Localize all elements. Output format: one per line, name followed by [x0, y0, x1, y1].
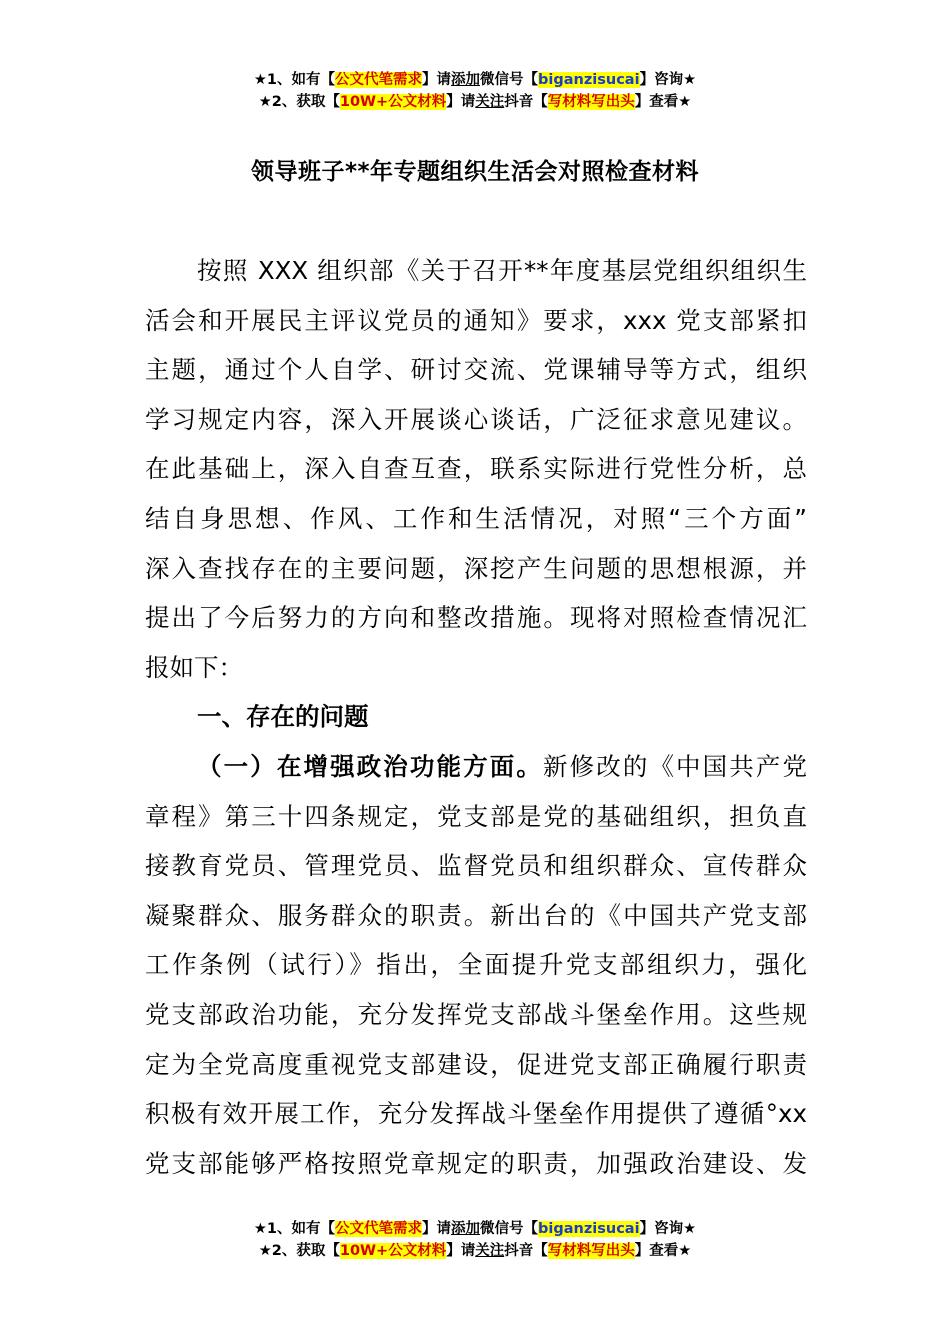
paragraph-line: 主题，通过个人自学、研讨交流、党课辅导等方式，组织 — [145, 355, 807, 385]
promo-text: 】请 — [446, 1243, 476, 1259]
paragraph-line: 在此基础上，深入自查互查，联系实际进行党性分析，总 — [145, 454, 807, 484]
promo-text: 】请 — [422, 1221, 452, 1237]
promo-text: ★1、如有【 — [253, 1221, 336, 1237]
section-heading: 一、存在的问题 — [197, 702, 369, 732]
paragraph-line: 章程》第三十四条规定，党支部是党的基础组织，担负直 — [145, 801, 807, 831]
paragraph-line: 积极有效开展工作，充分发挥战斗堡垒作用提供了遵循°xx — [145, 1099, 807, 1129]
promo-text: 微信号【 — [480, 72, 539, 88]
promo-highlight: 公文代笔需求 — [335, 1221, 423, 1237]
promo-text-underlined: 添加 — [451, 1221, 481, 1237]
promo-text-underlined: 关注 — [475, 94, 505, 110]
promo-line-1 — [0, 1218, 950, 1240]
promo-text: 】查看★ — [634, 94, 692, 110]
paragraph-line: 工作条例（试行）》指出，全面提升党支部组织力，强化 — [145, 950, 807, 980]
paragraph-line: 接教育党员、管理党员、监督党员和组织群众、宣传群众 — [145, 851, 807, 881]
paragraph-line: 党支部政治功能，充分发挥党支部战斗堡垒作用。这些规 — [145, 999, 807, 1029]
document-title: 领导班子**年专题组织生活会对照检查材料 — [250, 159, 700, 185]
promo-text: 抖音【 — [504, 1243, 548, 1259]
paragraph-line: 凝聚群众、服务群众的职责。新出台的《中国共产党支部 — [145, 900, 807, 930]
paragraph-line: 深入查找存在的主要问题，深挖产生问题的思想根源，并 — [145, 553, 807, 583]
promo-text: 抖音【 — [504, 94, 548, 110]
paragraph-line: 按照 XXX 组织部《关于召开**年度基层党组织组织生 — [197, 256, 807, 285]
promo-highlight: 公文代笔需求 — [335, 72, 423, 88]
promo-text: 】咨询★ — [639, 1221, 697, 1237]
promo-text-underlined: 添加 — [451, 72, 481, 88]
paragraph-text: 新修改的《中国共产党 — [542, 751, 807, 781]
promo-line-2 — [0, 91, 950, 113]
promo-text: 微信号【 — [480, 1221, 539, 1237]
douyin-account: 写材料写出头 — [547, 94, 635, 110]
promo-text: ★2、获取【 — [258, 1243, 340, 1259]
promo-text: 】请 — [446, 94, 476, 110]
promo-banner-top — [0, 69, 950, 113]
promo-line-1 — [0, 69, 950, 91]
paragraph-line: 党支部能够严格按照党章规定的职责，加强政治建设、发 — [145, 1148, 807, 1178]
douyin-account: 写材料写出头 — [547, 1243, 635, 1259]
promo-text-underlined: 关注 — [475, 1243, 505, 1259]
paragraph-line: 学习规定内容，深入开展谈心谈话，广泛征求意见建议。 — [145, 404, 807, 434]
paragraph-line: 结自身思想、作风、工作和生活情况，对照“三个方面” — [145, 503, 807, 533]
promo-line-2 — [0, 1240, 950, 1262]
paragraph-line: 提出了今后努力的方向和整改措施。现将对照检查情况汇 — [145, 603, 807, 633]
wechat-id: biganzisucai — [538, 72, 640, 88]
promo-text: 】请 — [422, 72, 452, 88]
document-body — [145, 246, 807, 1188]
paragraph-line — [145, 742, 807, 792]
promo-highlight: 10W+公文材料 — [339, 1243, 447, 1259]
promo-text: ★1、如有【 — [253, 72, 336, 88]
promo-text: ★2、获取【 — [258, 94, 340, 110]
promo-text: 】咨询★ — [639, 72, 697, 88]
wechat-id: biganzisucai — [538, 1221, 640, 1237]
promo-highlight: 10W+公文材料 — [339, 94, 447, 110]
paragraph-line: 定为全党高度重视党支部建设，促进党支部正确履行职责 — [145, 1049, 807, 1079]
subsection-heading: （一）在增强政治功能方面。 — [197, 751, 543, 781]
promo-banner-bottom — [0, 1218, 950, 1262]
paragraph-line: 活会和开展民主评议党员的通知》要求，xxx 党支部紧扣 — [145, 305, 807, 335]
paragraph-line: 报如下： — [145, 652, 243, 682]
promo-text: 】查看★ — [634, 1243, 692, 1259]
